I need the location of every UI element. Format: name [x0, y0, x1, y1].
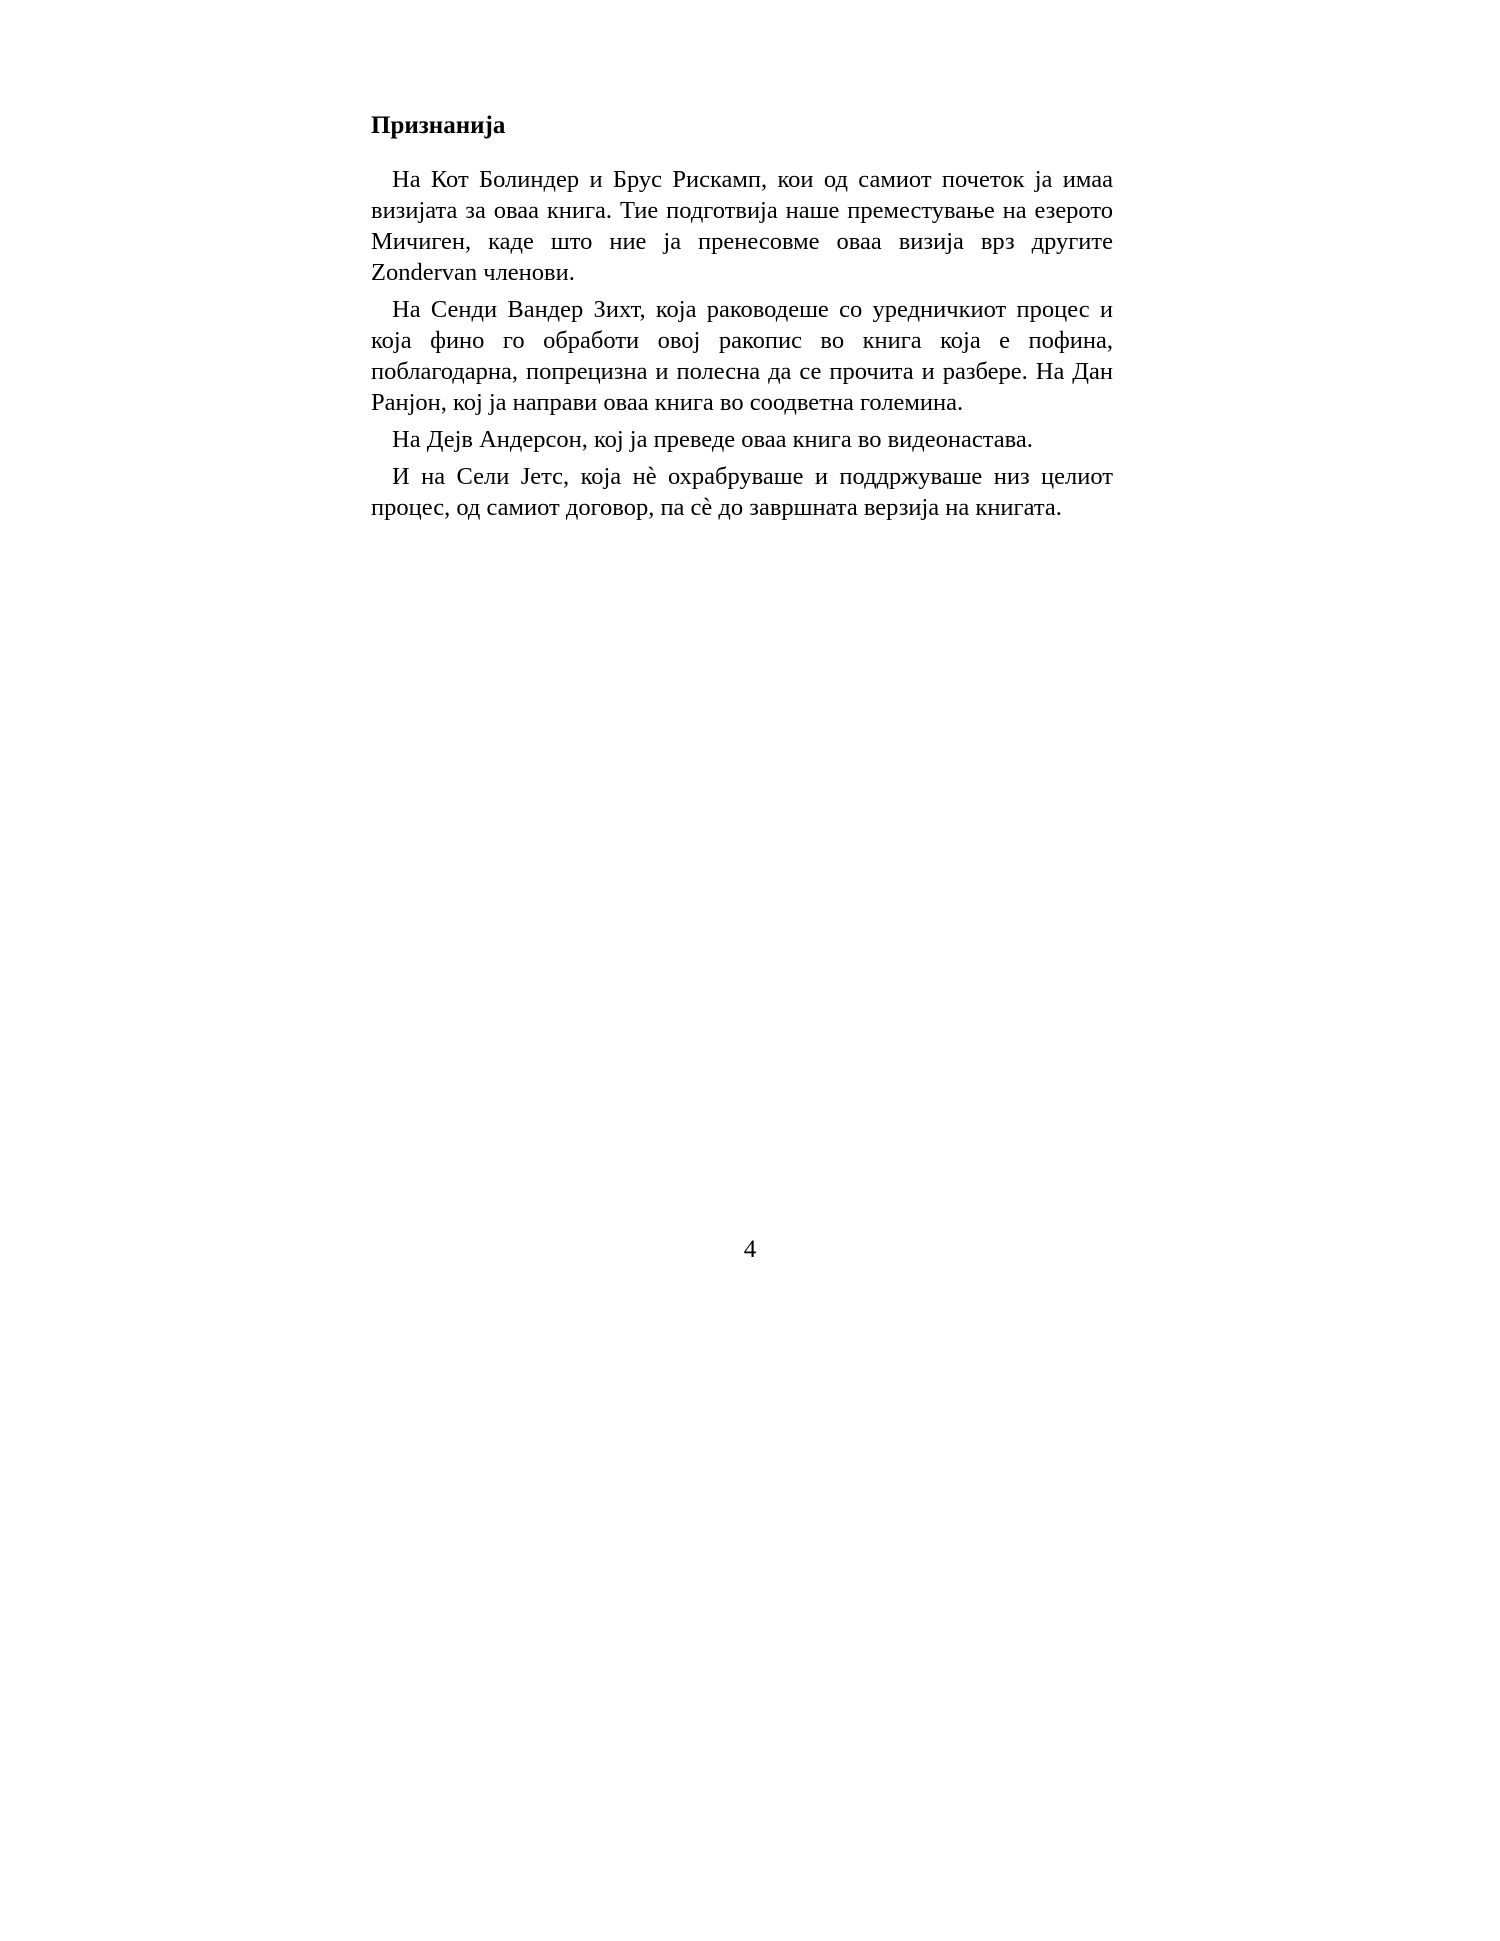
- page-content: [371, 108, 1113, 529]
- acknowledgement-paragraph: На Кот Болиндер и Брус Рискамп, кои од самиот почеток ја имаа визијата за оваа книга. Тие подготвија наше преместување на езерото Мичиген, каде што ние ја пренесовме оваа визија врз другите Zondervan членови.: [371, 166, 1113, 286]
- page-number: 4: [743, 1236, 757, 1263]
- acknowledgement-paragraph: И на Сели Јетс, која нѐ охрабруваше и поддржуваше низ целиот процес, од самиот договор, па сѐ до завршната верзија на книгата.: [371, 463, 1113, 521]
- page-heading: Признанија: [371, 112, 506, 139]
- acknowledgement-paragraph: На Дејв Андерсон, кој ја преведе оваа книга во видеонастава.: [392, 426, 1033, 453]
- acknowledgement-paragraph: На Сенди Вандер Зихт, која раководеше со уредничкиот процес и која фино го обработи овој ракопис во книга која е пофина, поблагодарна, попрецизна и полесна да се прочита и разбере. На Дан Ранјон, кој ја направи оваа книга во соодветна големина.: [371, 296, 1113, 416]
